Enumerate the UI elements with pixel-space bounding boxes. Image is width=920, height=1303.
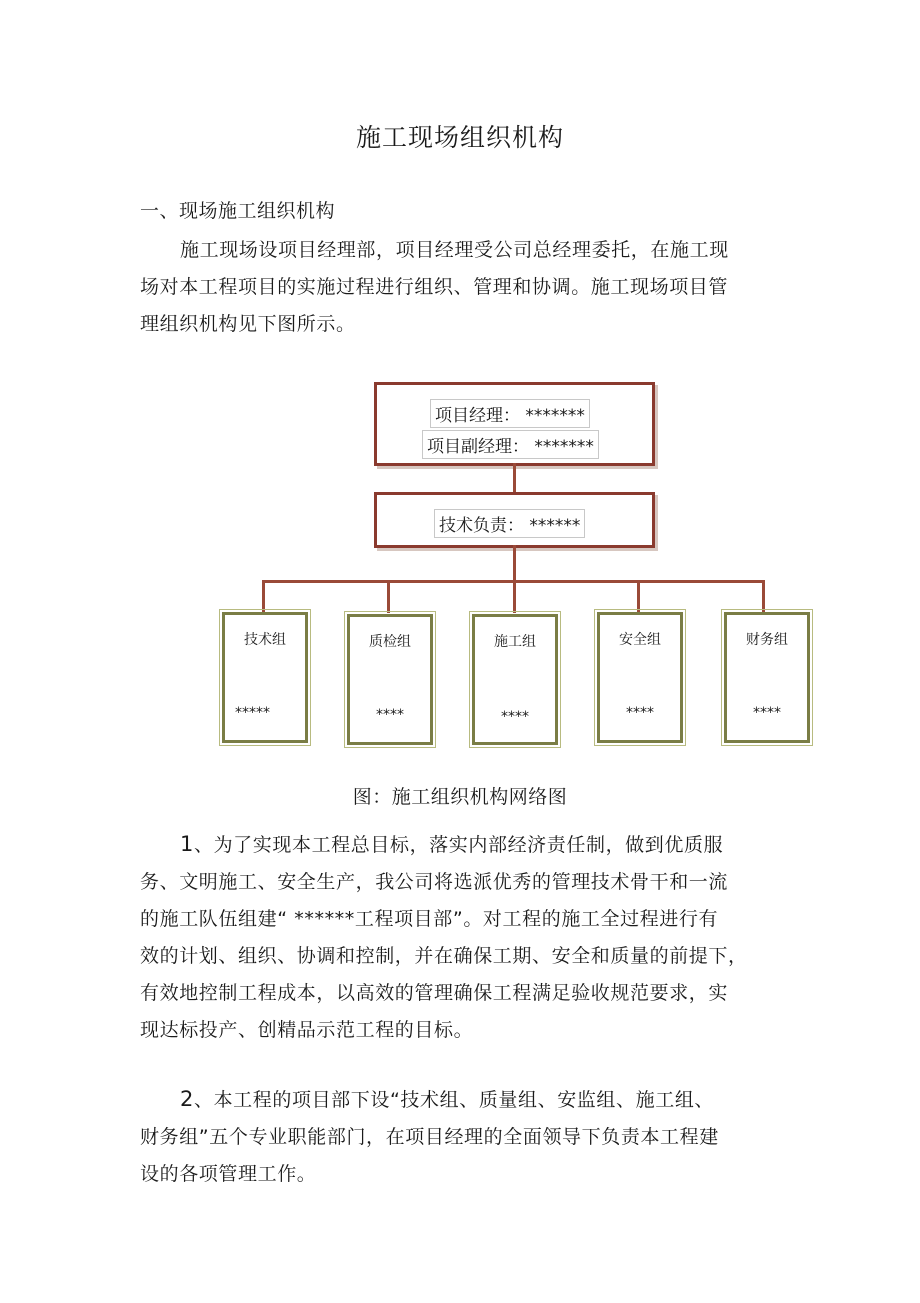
dept-staff: *****	[235, 705, 270, 721]
dept-box-tech	[222, 612, 308, 743]
dept-staff: ****	[376, 707, 404, 723]
tech-lead-box	[374, 492, 655, 548]
dept-name: 财务组	[746, 632, 788, 648]
connector-line	[513, 545, 516, 582]
paragraph-1	[140, 826, 760, 1049]
chart-caption: 图：施工组织机构网络图	[352, 786, 568, 808]
dept-staff: ****	[753, 705, 781, 721]
intro-line: 场对本工程项目的实施过程进行组织、管理和协调。施工现场项目管	[140, 276, 729, 298]
deputy-manager-label: 项目副经理： *******	[422, 430, 599, 459]
p2-line-text: 、本工程的项目部下设“技术组、质量组、安监组、施工组、	[193, 1089, 715, 1111]
dept-box-quality	[347, 614, 433, 745]
dept-name: 技术组	[244, 632, 286, 648]
connector-line	[637, 580, 640, 613]
p1-line	[140, 826, 760, 864]
connector-line	[387, 580, 390, 613]
dept-name: 质检组	[369, 634, 411, 650]
p1-line: 效的计划、组织、协调和控制，并在确保工期、安全和质量的前提下，	[140, 945, 748, 967]
page-title: 施工现场组织机构	[355, 123, 564, 152]
p1-line-text: 、为了实现本工程总目标，落实内部经济责任制，做到优质服	[193, 834, 724, 856]
connector-line	[513, 463, 516, 493]
project-manager-label: 项目经理： *******	[430, 399, 590, 428]
intro-line: 施工现场设项目经理部，项目经理受公司总经理委托，在施工现	[180, 239, 729, 261]
paragraph-2	[140, 1081, 760, 1193]
dept-name: 安全组	[619, 632, 661, 648]
p1-line: 现达标投产、创精品示范工程的目标。	[140, 1019, 474, 1041]
p1-line: 有效地控制工程成本，以高效的管理确保工程满足验收规范要求，实	[140, 982, 729, 1004]
connector-line	[513, 580, 516, 613]
intro-paragraph	[140, 232, 760, 343]
p1-line: 务、文明施工、安全生产，我公司将选派优秀的管理技术骨干和一流	[140, 871, 729, 893]
dept-name: 施工组	[494, 634, 536, 650]
intro-line: 理组织机构见下图所示。	[140, 313, 356, 335]
dept-box-construction	[472, 614, 558, 745]
dept-box-finance	[724, 612, 810, 743]
p2-line: 财务组”五个专业职能部门，在项目经理的全面领导下负责本工程建	[140, 1126, 719, 1148]
dept-box-safety	[597, 612, 683, 743]
section-heading: 一、现场施工组织机构	[140, 200, 336, 222]
dept-staff: ****	[626, 705, 654, 721]
p2-number: 2	[180, 1087, 194, 1111]
dept-staff: ****	[501, 709, 529, 725]
project-manager-box	[374, 382, 655, 466]
connector-line	[762, 580, 765, 613]
p1-line: 的施工队伍组建“ ******工程项目部”。对工程的施工全过程进行有	[140, 908, 719, 930]
p1-number: 1	[180, 832, 194, 856]
p2-line	[140, 1081, 760, 1119]
tech-lead-label: 技术负责： ******	[434, 509, 585, 538]
connector-line	[262, 580, 265, 613]
p2-line: 设的各项管理工作。	[140, 1163, 317, 1185]
